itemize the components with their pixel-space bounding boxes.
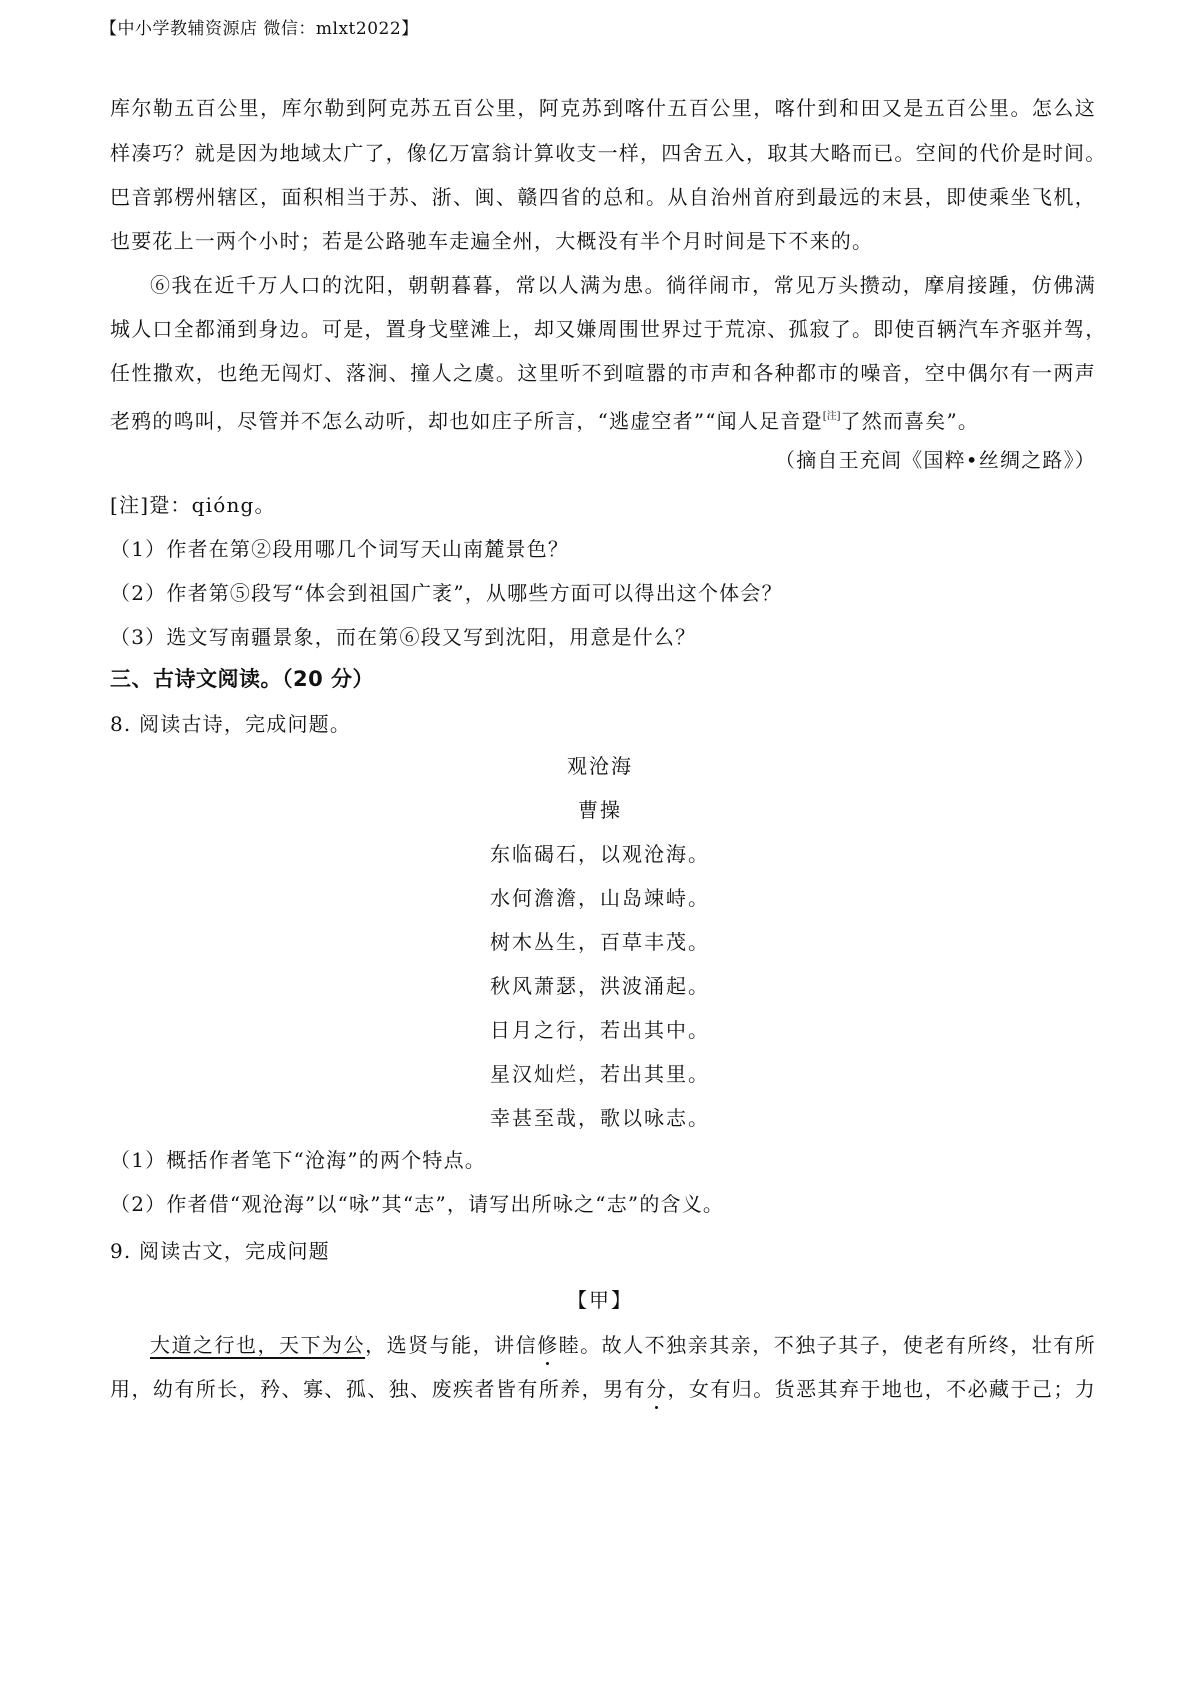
- classical-text-line: [150, 1333, 1096, 1357]
- question-item: （1）概括作者笔下“沧海”的两个特点。: [110, 1148, 486, 1172]
- poem-title: 观沧海: [567, 754, 633, 778]
- underlined-phrase: 大道之行也，天下为公: [150, 1333, 366, 1357]
- poem-line: 幸甚至哉，歌以咏志。: [490, 1106, 710, 1130]
- passage-line: 任性撒欢，也绝无闯灯、落涧、撞人之虞。这里听不到喧嚣的市声和各种都市的噪音，空中偶尔有一两声: [110, 361, 1096, 385]
- passage-line: ⑥我在近千万人口的沈阳，朝朝暮暮，常以人满为患。徜徉闹市，常见万头攒动，摩肩接踵，仿佛满: [150, 273, 1096, 297]
- classical-text: ，女有归。货恶其弃于地也，不必藏于己；力: [667, 1377, 1097, 1401]
- poem-line: 星汉灿烂，若出其里。: [490, 1062, 710, 1086]
- poem-line: 水何澹澹，山岛竦峙。: [490, 886, 710, 910]
- section-heading: 三、古诗文阅读。（20 分）: [110, 667, 375, 691]
- passage-text: 了然而喜矣”。: [840, 409, 980, 433]
- emphasis-dot-char: 修: [537, 1333, 559, 1357]
- poem-line: 日月之行，若出其中。: [490, 1018, 710, 1042]
- emphasis-dot-char: 分: [646, 1377, 668, 1401]
- question-prompt: 9. 阅读古文，完成问题: [110, 1239, 330, 1263]
- footnote-marker: [注]: [822, 411, 841, 422]
- passage-line: 库尔勒五百公里，库尔勒到阿克苏五百公里，阿克苏到喀什五百公里，喀什到和田又是五百公里。怎么这: [110, 96, 1096, 120]
- poem-line: 树木丛生，百草丰茂。: [490, 930, 710, 954]
- classical-text: ，选贤与能，讲信: [365, 1333, 538, 1357]
- footnote: [注]跫：qióng。: [110, 493, 276, 517]
- passage-text: 老鸦的鸣叫，尽管并不怎么动听，却也如庄子所言，“逃虚空者”“闻人足音跫: [110, 409, 823, 433]
- question-item: （2）作者借“观沧海”以“咏”其“志”，请写出所咏之“志”的含义。: [110, 1192, 725, 1216]
- question-prompt: 8. 阅读古诗，完成问题。: [110, 712, 352, 736]
- page-header: 【中小学教辅资源店 微信：mlxt2022】: [100, 19, 419, 39]
- poem-author: 曹操: [578, 798, 622, 822]
- passage-line: 样凑巧？就是因为地域太广了，像亿万富翁计算收支一样，四舍五入，取其大略而已。空间的代价是时间。: [110, 141, 1107, 165]
- passage-line: [110, 405, 1096, 433]
- part-label: 【甲】: [567, 1288, 633, 1312]
- passage-source: （摘自王充闾《国粹•丝绸之路》）: [775, 448, 1096, 472]
- classical-text: 用，幼有所长，矜、寡、孤、独、废疾者皆有所养，男有: [110, 1377, 646, 1401]
- poem-line: 秋风萧瑟，洪波涌起。: [490, 974, 710, 998]
- passage-line: 巴音郭楞州辖区，面积相当于苏、浙、闽、赣四省的总和。从自治州首府到最远的末县，即使乘坐飞机，: [110, 185, 1096, 209]
- question-item: （2）作者第⑤段写“体会到祖国广袤”，从哪些方面可以得出这个体会？: [110, 581, 783, 605]
- poem-line: 东临碣石，以观沧海。: [490, 842, 710, 866]
- passage-line: 也要花上一两个小时；若是公路驰车走遍全州，大概没有半个月时间是下不来的。: [110, 229, 874, 253]
- classical-text-line: [110, 1377, 1096, 1401]
- classical-text: 睦。故人不独亲其亲，不独子其子，使老有所终，壮有所: [558, 1333, 1097, 1357]
- question-item: （1）作者在第②段用哪几个词写天山南麓景色？: [110, 537, 570, 561]
- passage-line: 城人口全都涌到身边。可是，置身戈壁滩上，却又嫌周围世界过于荒凉、孤寂了。即使百辆汽车齐驱并驾，: [110, 317, 1107, 341]
- question-item: （3）选文写南疆景象，而在第⑥段又写到沈阳，用意是什么？: [110, 625, 697, 649]
